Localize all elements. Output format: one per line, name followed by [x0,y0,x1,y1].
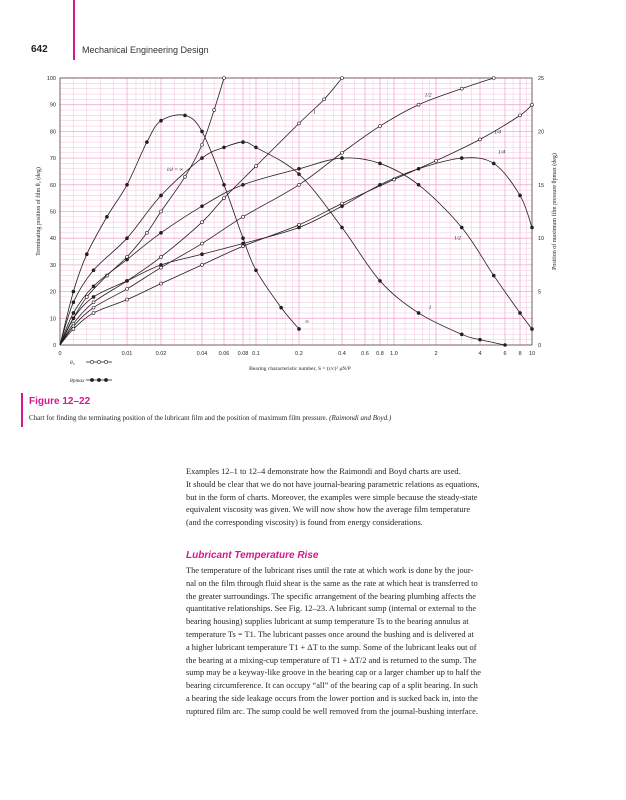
data-point-filled [417,167,420,170]
data-point-filled [492,162,495,165]
data-point-filled [341,226,344,229]
paragraph-line: It should be clear that we do not have journal-bearing parametric relations as equations, [186,479,480,489]
y-left-tick-label: 20 [49,289,56,296]
series-label: 1/4 [494,129,502,136]
data-point-filled [72,317,75,320]
data-point-filled [519,194,522,197]
paragraph-line: a higher lubricant temperature T1 + ΔT to the sump. Some of the lubricant leaks out of [186,642,477,652]
section-heading: Lubricant Temperature Rise [186,550,319,561]
figure-label: Figure 12–22 [29,396,91,407]
figure-caption [29,414,391,422]
figure-caption-text: Chart for finding the terminating position of the lubricant film and the position of maximum film pressure. [29,414,328,422]
data-point-open [379,125,382,128]
legend-marker-filled [104,378,107,381]
paragraph-line: The temperature of the lubricant rises until the rate at which work is done by the jour- [186,566,474,575]
x-tick-label: 8 [518,351,522,357]
data-point-filled [201,130,204,133]
data-point-open [160,255,163,258]
data-point-filled [160,194,163,197]
data-point-open [213,109,216,112]
data-point-open [72,327,75,330]
chart-grid [60,78,532,345]
legend-marker-filled [90,378,93,381]
data-point-filled [126,279,129,282]
data-point-open [201,263,204,266]
y-right-tick-label: 5 [538,289,542,296]
x-tick-label: 0.1 [252,351,260,357]
data-point-open [417,103,420,106]
y-left-tick-label: 30 [49,262,56,269]
legend-marker-open [90,360,93,363]
x-tick-label: 0.04 [196,351,208,357]
data-point-filled [85,253,88,256]
paragraph-line: bearing housing) supplies lubricant at sump temperature Ts to the bearing annulus at [186,617,469,627]
series-label: 1/2 [424,92,432,99]
x-tick-label: 4 [478,351,482,357]
y-left-tick-label: 60 [49,182,56,189]
y-left-tick-label: 0 [52,343,56,349]
running-title: Mechanical Engineering Design [82,45,209,55]
figure-accent-rule [21,393,23,427]
y-left-tick-label: 40 [49,236,56,243]
data-point-open [255,165,258,168]
data-point-filled [460,157,463,160]
data-point-filled [242,183,245,186]
data-point-filled [92,295,95,298]
paragraph-line: Examples 12–1 to 12–4 demonstrate how the Raimondi and Boyd charts are used. [186,467,461,476]
data-point-open [201,143,204,146]
x-tick-label: 0 [58,351,62,357]
data-point-filled [531,327,534,330]
data-point-filled [492,274,495,277]
data-point-filled [379,162,382,165]
data-point-filled [242,141,245,144]
data-point-filled [201,253,204,256]
data-point-open [145,231,148,234]
data-point-filled [223,146,226,149]
paragraph-line: a bearing the side leakage occurs from the lower portion and is sucked back in, into the [186,693,478,703]
legend-symbol: θ₀ [70,360,75,366]
data-point-filled [160,119,163,122]
data-point-filled [341,157,344,160]
y-left-axis-title: Terminating position of film θ₀ (deg) [36,167,42,256]
data-point-filled [126,258,129,261]
data-point-filled [379,183,382,186]
data-point-open [531,103,534,106]
data-point-open [242,215,245,218]
data-point-open [341,77,344,80]
legend-symbol: θpmax [70,378,85,384]
x-tick-label: 0.8 [376,351,384,357]
data-point-filled [145,141,148,144]
data-point-open [126,287,129,290]
data-point-filled [201,205,204,208]
data-point-filled [126,183,129,186]
data-point-open [435,159,438,162]
data-point-filled [479,338,482,341]
data-point-filled [255,146,258,149]
x-tick-label: 0.02 [155,351,167,357]
data-point-open [298,122,301,125]
x-tick-label: 1.0 [390,351,398,357]
data-point-filled [379,279,382,282]
data-point-filled [341,205,344,208]
y-left-tick-label: 100 [46,76,56,82]
data-point-filled [298,226,301,229]
data-point-open [92,306,95,309]
data-point-open [223,197,226,200]
data-point-open [479,138,482,141]
legend-marker-open [104,360,107,363]
series-line [60,115,299,345]
series-label: 1/4 [498,149,506,156]
x-tick-label: 0.2 [295,351,303,357]
data-point-filled [160,263,163,266]
legend-marker-open [97,360,100,363]
y-right-tick-label: 0 [538,343,542,349]
series-line [60,158,532,345]
y-right-tick-label: 15 [538,182,545,189]
x-tick-label: 0.08 [237,351,249,357]
data-point-open [92,311,95,314]
y-left-tick-label: 80 [49,129,56,136]
paragraph-line: but in the form of charts. Moreover, the examples were simple because the steady-state [186,492,478,502]
page-number: 642 [31,44,48,55]
data-point-filled [460,333,463,336]
x-tick-label: 0.06 [218,351,230,357]
y-left-tick-label: 90 [49,102,56,109]
data-point-filled [72,311,75,314]
figure-chart [0,0,626,390]
data-point-open [323,98,326,101]
data-point-filled [242,237,245,240]
data-point-filled [460,226,463,229]
paragraph-line: ruptured film arc. The sump could be well removed from the journal-bushing interface. [186,706,478,716]
data-point-filled [92,285,95,288]
x-tick-label: 0.4 [338,351,346,357]
data-point-open [92,301,95,304]
x-axis-title: Bearing characteristic number, S = (r/c)² μN/P [249,366,351,372]
data-point-open [298,183,301,186]
series-label: ∞ [305,318,309,325]
data-point-filled [92,269,95,272]
paragraph-1 [186,466,574,530]
y-right-tick-label: 20 [538,129,545,136]
paragraph-line: nal on the film through fluid shear is the same as the rate at which heat is transferred to [186,578,478,588]
data-point-filled [72,290,75,293]
data-point-open [160,210,163,213]
x-tick-label: 0.01 [121,351,133,357]
y-left-tick-label: 10 [49,316,56,323]
data-point-open [519,114,522,117]
data-point-open [341,151,344,154]
data-point-open [201,242,204,245]
data-point-filled [242,242,245,245]
data-point-filled [72,301,75,304]
data-point-open [201,221,204,224]
data-point-open [85,295,88,298]
data-point-filled [105,215,108,218]
paragraph-line: temperature Ts = T1. The lubricant passes once around the bushing and is delivered at [186,629,474,639]
figure-caption-source: (Raimondi and Boyd.) [329,414,392,422]
data-point-filled [519,311,522,314]
y-right-tick-label: 10 [538,236,545,243]
series-label: l/d = ∞ [166,166,184,173]
data-point-filled [298,173,301,176]
data-point-filled [183,114,186,117]
paragraph-line: the bearing at a mixing-cup temperature of T1 + ΔT/2 and is returned to the sump. The [186,655,477,665]
series-label: 1/2 [454,235,462,242]
x-tick-label: 0.6 [361,351,369,357]
series-line [60,158,532,345]
data-point-filled [160,231,163,234]
data-point-filled [417,311,420,314]
x-tick-label: 2 [434,351,438,357]
x-tick-label: 10 [528,351,536,357]
paragraph-line: equivalent viscosity was given. We will now show how the average film temperature [186,505,471,515]
y-right-tick-label: 25 [538,76,545,82]
paragraph-line: quantitative relationships. See Fig. 12–23. A lubricant sump (internal or external to the [186,604,477,614]
data-point-filled [504,344,507,347]
series-line [60,105,532,345]
data-point-filled [255,269,258,272]
data-point-filled [280,306,283,309]
data-point-open [492,77,495,80]
data-point-open [223,77,226,80]
legend-marker-filled [97,378,100,381]
data-point-open [460,87,463,90]
data-point-filled [201,157,204,160]
x-tick-label: 6 [503,351,507,357]
paragraph-line: bearing circumference. It can occupy “all” of the bearing cap of a split bearing. In such [186,681,478,691]
data-point-filled [126,237,129,240]
data-point-open [126,298,129,301]
paragraph-2 [186,565,574,719]
data-point-filled [223,183,226,186]
paragraph-line: sump may be a keyway-like groove in the bearing cap or a larger chamber up to half the [186,668,481,678]
series-label: 1 [428,304,432,311]
y-right-axis-title: Position of maximum film pressure θpmax (deg) [552,153,558,270]
paragraph-line: (and the corresponding viscosity) is found from energy considerations. [186,518,423,528]
series-label: 1 [313,109,316,116]
data-point-filled [531,226,534,229]
data-point-filled [298,167,301,170]
data-point-filled [298,327,301,330]
data-point-open [183,175,186,178]
y-left-tick-label: 50 [49,209,56,216]
data-point-open [160,282,163,285]
paragraph-line: the greater surroundings. The specific arrangement of the bearing plumbing affects the [186,591,476,601]
y-left-tick-label: 70 [49,156,56,163]
data-point-filled [417,183,420,186]
